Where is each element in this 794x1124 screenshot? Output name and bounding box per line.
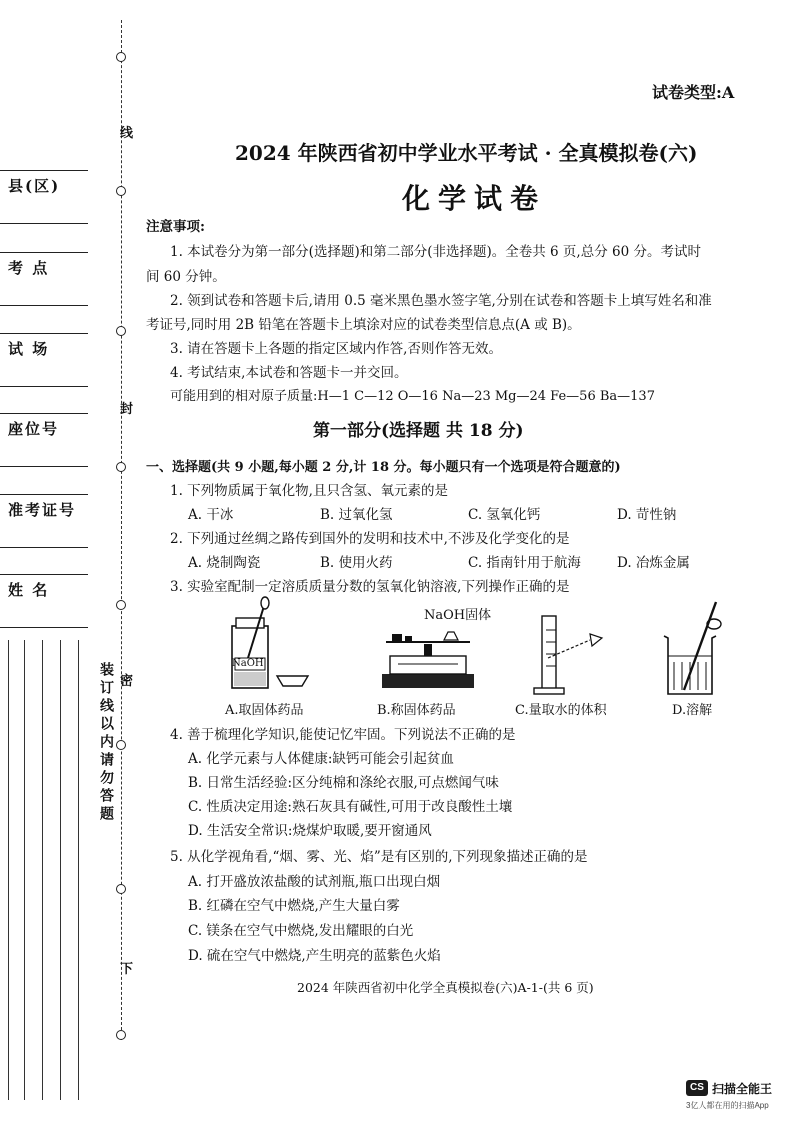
margin-rule <box>8 640 9 1100</box>
question-4-option-c: C. 性质决定用途:熟石灰具有碱性,可用于改良酸性土壤 <box>188 799 513 815</box>
question-2-option-c: C. 指南针用于航海 <box>468 555 581 571</box>
margin-rule <box>60 640 61 1100</box>
question-3-caption-c: C.量取水的体积 <box>515 703 607 718</box>
question-5-option-a: A. 打开盛放浓盐酸的试剂瓶,瓶口出现白烟 <box>188 874 441 890</box>
notice-item-3: 3. 请在答题卡上各题的指定区域内作答,否则作答无效。 <box>170 341 502 357</box>
field-seat-number: 座位号 <box>0 413 88 467</box>
binding-hole <box>116 1030 126 1040</box>
question-4-stem: 4. 善于梳理化学知识,能使记忆牢固。下列说法不正确的是 <box>170 727 516 743</box>
subject-title: 化学试卷 <box>402 182 547 215</box>
question-5-option-c: C. 镁条在空气中燃烧,发出耀眼的白光 <box>188 923 414 939</box>
question-2-option-d: D. 冶炼金属 <box>617 555 690 571</box>
beaker-icon <box>658 598 728 698</box>
question-1-option-d: D. 苛性钠 <box>617 507 677 523</box>
question-2-option-a: A. 烧制陶瓷 <box>188 555 261 571</box>
question-4-option-a: A. 化学元素与人体健康:缺钙可能会引起贫血 <box>188 751 454 767</box>
notice-heading: 注意事项: <box>146 219 205 235</box>
question-1-option-b: B. 过氧化氢 <box>320 507 393 523</box>
paper-type: 试卷类型:A <box>652 83 735 102</box>
scanner-name: 扫描全能王 <box>712 1082 773 1096</box>
binding-hole <box>116 462 126 472</box>
field-exam-room: 试 场 <box>0 333 88 387</box>
question-3-caption-a: A.取固体药品 <box>225 703 304 718</box>
margin-rule <box>24 640 25 1100</box>
notice-item-4: 4. 考试结束,本试卷和答题卡一并交回。 <box>170 365 408 381</box>
scanner-logo-icon: CS <box>686 1080 708 1096</box>
question-1-option-a: A. 干冰 <box>188 507 234 523</box>
question-3-stem: 3. 实验室配制一定溶质质量分数的氢氧化钠溶液,下列操作正确的是 <box>170 579 570 595</box>
question-5-stem: 5. 从化学视角看,“烟、雾、光、焰”是有区别的,下列现象描述正确的是 <box>170 849 588 865</box>
binding-hole <box>116 186 126 196</box>
question-2-stem: 2. 下列通过丝绸之路传到国外的发明和技术中,不涉及化学变化的是 <box>170 531 570 547</box>
line-mark-line: 线 <box>120 126 134 141</box>
question-1-option-c: C. 氢氧化钙 <box>468 507 541 523</box>
binding-hole <box>116 600 126 610</box>
atomic-mass-list: 可能用到的相对原子质量:H—1 C—12 O—16 Na—23 Mg—24 Fe—56 Ba—137 <box>170 389 655 404</box>
question-4-option-b: B. 日常生活经验:区分纯棉和涤纶衣服,可点燃闻气味 <box>188 775 499 791</box>
reagent-bottle-icon <box>222 596 314 696</box>
margin-rule <box>42 640 43 1100</box>
notice-item-2-cont: 考证号,同时用 2B 铅笔在答题卡上填涂对应的试卷类型信息点(A 或 B)。 <box>146 317 581 333</box>
question-3-caption-d: D.溶解 <box>672 703 713 718</box>
page-footer: 2024 年陕西省初中化学全真模拟卷(六)A-1-(共 6 页) <box>297 980 594 995</box>
binding-hole <box>116 884 126 894</box>
line-mark-secret: 密 <box>120 674 134 689</box>
question-1-stem: 1. 下列物质属于氧化物,且只含氢、氧元素的是 <box>170 483 448 499</box>
binding-hole <box>116 52 126 62</box>
line-mark-down: 下 <box>120 962 134 977</box>
question-5-option-d: D. 硫在空气中燃烧,产生明亮的蓝紫色火焰 <box>188 948 441 964</box>
question-4-option-d: D. 生活安全常识:烧煤炉取暖,要开窗通风 <box>188 823 432 839</box>
scanner-slogan: 3亿人都在用的扫描App <box>686 1101 769 1110</box>
graduated-cylinder-icon <box>528 610 608 696</box>
part1-title: 第一部分(选择题 共 18 分) <box>313 421 524 441</box>
section-heading: 一、选择题(共 9 小题,每小题 2 分,计 18 分。每小题只有一个选项是符合题意的) <box>146 460 621 475</box>
line-mark-seal: 封 <box>120 402 134 417</box>
bottle-label: NaOH <box>232 658 264 669</box>
question-2-option-b: B. 使用火药 <box>320 555 393 571</box>
field-exam-site: 考 点 <box>0 252 88 306</box>
binding-hole <box>116 326 126 336</box>
balance-scale-icon <box>378 620 478 696</box>
margin-rule <box>78 640 79 1100</box>
notice-item-2: 2. 领到试卷和答题卡后,请用 0.5 毫米黑色墨水签字笔,分别在试卷和答题卡上填写姓名和准 <box>170 293 712 309</box>
field-county: 县(区) <box>0 170 88 224</box>
page-title: 2024 年陕西省初中学业水平考试 · 全真模拟卷(六) <box>235 141 698 165</box>
question-5-option-b: B. 红磷在空气中燃烧,产生大量白雾 <box>188 898 400 914</box>
binding-warning: 装订线以内请勿答题 <box>98 662 114 824</box>
notice-item-1-cont: 间 60 分钟。 <box>146 269 226 285</box>
field-name: 姓 名 <box>0 574 88 628</box>
question-3-caption-b: B.称固体药品 <box>377 703 456 718</box>
notice-item-1: 1. 本试卷分为第一部分(选择题)和第二部分(非选择题)。全卷共 6 页,总分 60 分。考试时 <box>170 244 701 260</box>
naoh-solid-label: NaOH固体 <box>424 608 492 623</box>
field-admission-number: 准考证号 <box>0 494 88 548</box>
binding-hole <box>116 740 126 750</box>
